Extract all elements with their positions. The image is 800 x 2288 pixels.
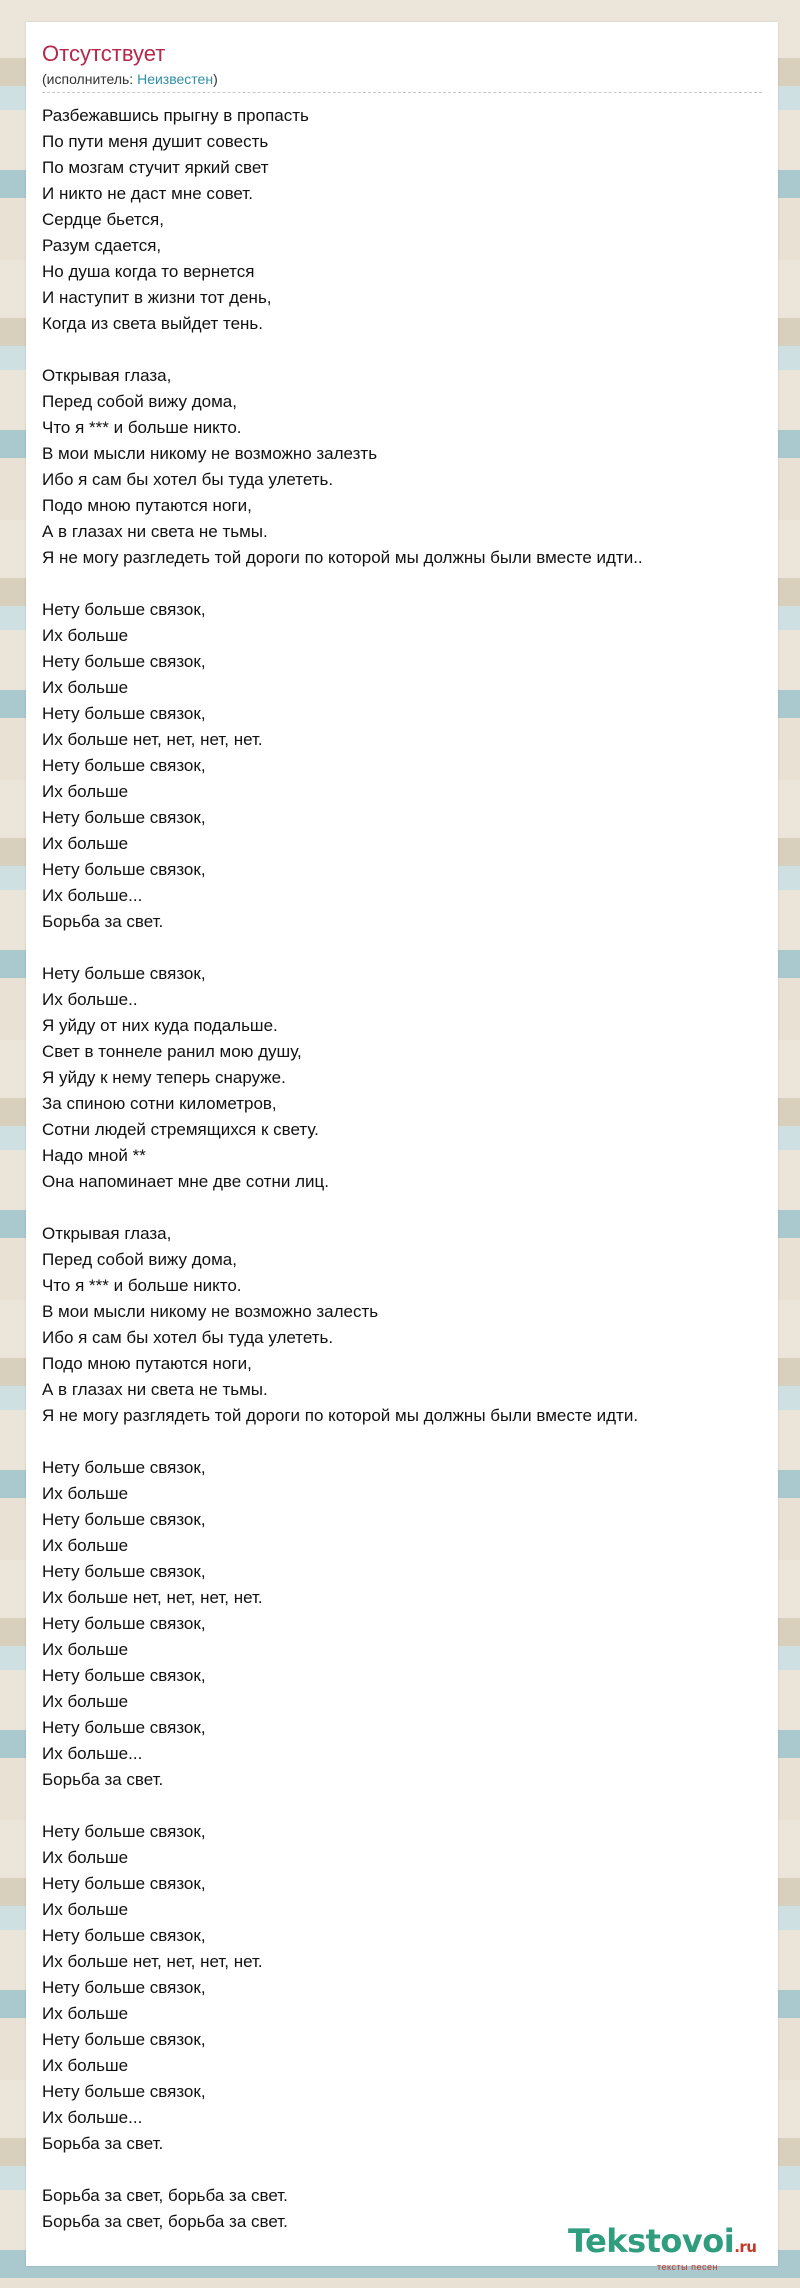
lyric-line: Их больше: [42, 834, 129, 853]
lyric-line: Нету больше связок,: [42, 964, 206, 983]
lyric-line: Нету больше связок,: [42, 1458, 206, 1477]
song-title: Отсутствует: [42, 41, 166, 66]
lyric-line: За спиною сотни километров,: [42, 1094, 277, 1113]
lyric-line: Нету больше связок,: [42, 600, 206, 619]
lyric-line: Перед собой вижу дома,: [42, 1250, 237, 1269]
lyric-line: Я уйду к нему теперь снаруже.: [42, 1068, 286, 1087]
lyric-line: Их больше...: [42, 886, 143, 905]
lyric-line: Нету больше связок,: [42, 1718, 206, 1737]
lyric-line: Их больше нет, нет, нет, нет.: [42, 1588, 263, 1607]
lyric-line: Нету больше связок,: [42, 2030, 206, 2049]
logo-wordmark: [568, 2222, 757, 2264]
lyric-line: И наступит в жизни тот день,: [42, 288, 272, 307]
lyric-line: Их больше: [42, 1640, 129, 1659]
lyric-blank-line: [42, 1429, 764, 1455]
lyric-line: Сотни людей стремящихся к свету.: [42, 1120, 319, 1139]
lyric-line: Сердце бьется,: [42, 210, 164, 229]
lyric-line: Свет в тоннеле ранил мою душу,: [42, 1042, 302, 1061]
lyric-line: А в глазах ни света не тьмы.: [42, 1380, 268, 1399]
lyric-line: Нету больше связок,: [42, 2082, 206, 2101]
lyric-line: Что я *** и больше никто.: [42, 1276, 242, 1295]
lyric-line: Подо мною путаются ноги,: [42, 496, 252, 515]
lyric-line: Нету больше связок,: [42, 808, 206, 827]
lyric-line: Я уйду от них куда подальше.: [42, 1016, 278, 1035]
lyric-line: Подо мною путаются ноги,: [42, 1354, 252, 1373]
lyric-line: Их больше нет, нет, нет, нет.: [42, 730, 263, 749]
lyric-line: А в глазах ни света не тьмы.: [42, 522, 268, 541]
artist-line: [42, 70, 764, 88]
lyric-line: Их больше: [42, 782, 129, 801]
lyric-line: Нету больше связок,: [42, 1978, 206, 1997]
logo-main-text: Tekstovoi: [568, 2222, 735, 2260]
site-logo[interactable]: [568, 2222, 757, 2272]
lyric-line: Ибо я сам бы хотел бы туда улететь.: [42, 470, 334, 489]
lyric-line: По пути меня душит совесть: [42, 132, 269, 151]
lyric-line: Нету больше связок,: [42, 1926, 206, 1945]
lyric-blank-line: [42, 337, 764, 363]
lyric-line: Борьба за свет.: [42, 912, 164, 931]
lyric-line: Открывая глаза,: [42, 366, 172, 385]
lyric-line: Что я *** и больше никто.: [42, 418, 242, 437]
lyric-blank-line: [42, 1195, 764, 1221]
lyric-line: Борьба за свет.: [42, 1770, 164, 1789]
lyric-line: Их больше: [42, 2056, 129, 2075]
lyric-line: Нету больше связок,: [42, 704, 206, 723]
lyric-line: Нету больше связок,: [42, 1874, 206, 1893]
lyric-line: Надо мной **: [42, 1146, 146, 1165]
lyric-line: И никто не даст мне совет.: [42, 184, 253, 203]
lyric-line: Ибо я сам бы хотел бы туда улететь.: [42, 1328, 334, 1347]
lyric-line: Нету больше связок,: [42, 1666, 206, 1685]
lyric-line: Их больше...: [42, 2108, 143, 2127]
lyric-line: Их больше..: [42, 990, 138, 1009]
artist-link[interactable]: Неизвестен: [137, 71, 214, 87]
lyric-line: По мозгам стучит яркий свет: [42, 158, 269, 177]
lyric-blank-line: [42, 1793, 764, 1819]
lyric-line: Борьба за свет, борьба за свет.: [42, 2212, 288, 2231]
lyric-line: Их больше: [42, 1692, 129, 1711]
lyric-line: Их больше: [42, 1848, 129, 1867]
lyric-line: Нету больше связок,: [42, 1562, 206, 1581]
lyric-line: Нету больше связок,: [42, 1822, 206, 1841]
lyric-line: Разум сдается,: [42, 236, 162, 255]
lyric-line: Борьба за свет, борьба за свет.: [42, 2186, 288, 2205]
lyric-line: В мои мысли никому не возможно залесть: [42, 1302, 379, 1321]
lyric-line: Перед собой вижу дома,: [42, 392, 237, 411]
lyric-blank-line: [42, 571, 764, 597]
lyric-line: Их больше: [42, 1536, 129, 1555]
lyric-line: Нету больше связок,: [42, 1510, 206, 1529]
lyric-line: Их больше: [42, 678, 129, 697]
lyric-line: Открывая глаза,: [42, 1224, 172, 1243]
lyric-line: Она напоминает мне две сотни лиц.: [42, 1172, 329, 1191]
lyric-line: Борьба за свет.: [42, 2134, 164, 2153]
title-divider: [42, 92, 762, 93]
artist-suffix: ): [213, 71, 218, 87]
lyrics-card: [26, 22, 778, 2266]
lyric-line: Нету больше связок,: [42, 756, 206, 775]
lyric-line: Их больше: [42, 626, 129, 645]
lyric-line: Я не могу разглядеть той дороги по которой мы должны были вместе идти.: [42, 1406, 639, 1425]
lyric-line: Когда из света выйдет тень.: [42, 314, 263, 333]
lyric-line: Их больше нет, нет, нет, нет.: [42, 1952, 263, 1971]
logo-tld: .ru: [734, 2238, 757, 2256]
lyric-blank-line: [42, 2157, 764, 2183]
lyric-line: Нету больше связок,: [42, 1614, 206, 1633]
lyric-line: Нету больше связок,: [42, 860, 206, 879]
lyric-line: Их больше...: [42, 1744, 143, 1763]
lyric-line: Я не могу разгледеть той дороги по которой мы должны были вместе идти..: [42, 548, 643, 567]
lyric-line: Нету больше связок,: [42, 652, 206, 671]
lyric-line: Разбежавшись прыгну в пропасть: [42, 106, 309, 125]
lyric-line: Их больше: [42, 1484, 129, 1503]
lyric-line: В мои мысли никому не возможно залезть: [42, 444, 378, 463]
lyric-line: Их больше: [42, 1900, 129, 1919]
logo-tagline: тексты песен: [656, 2262, 718, 2272]
lyric-line: Их больше: [42, 2004, 129, 2023]
artist-prefix: (исполнитель:: [42, 71, 138, 87]
lyrics-text: [42, 103, 764, 2235]
lyric-line: Но душа когда то вернется: [42, 262, 255, 281]
lyric-blank-line: [42, 935, 764, 961]
